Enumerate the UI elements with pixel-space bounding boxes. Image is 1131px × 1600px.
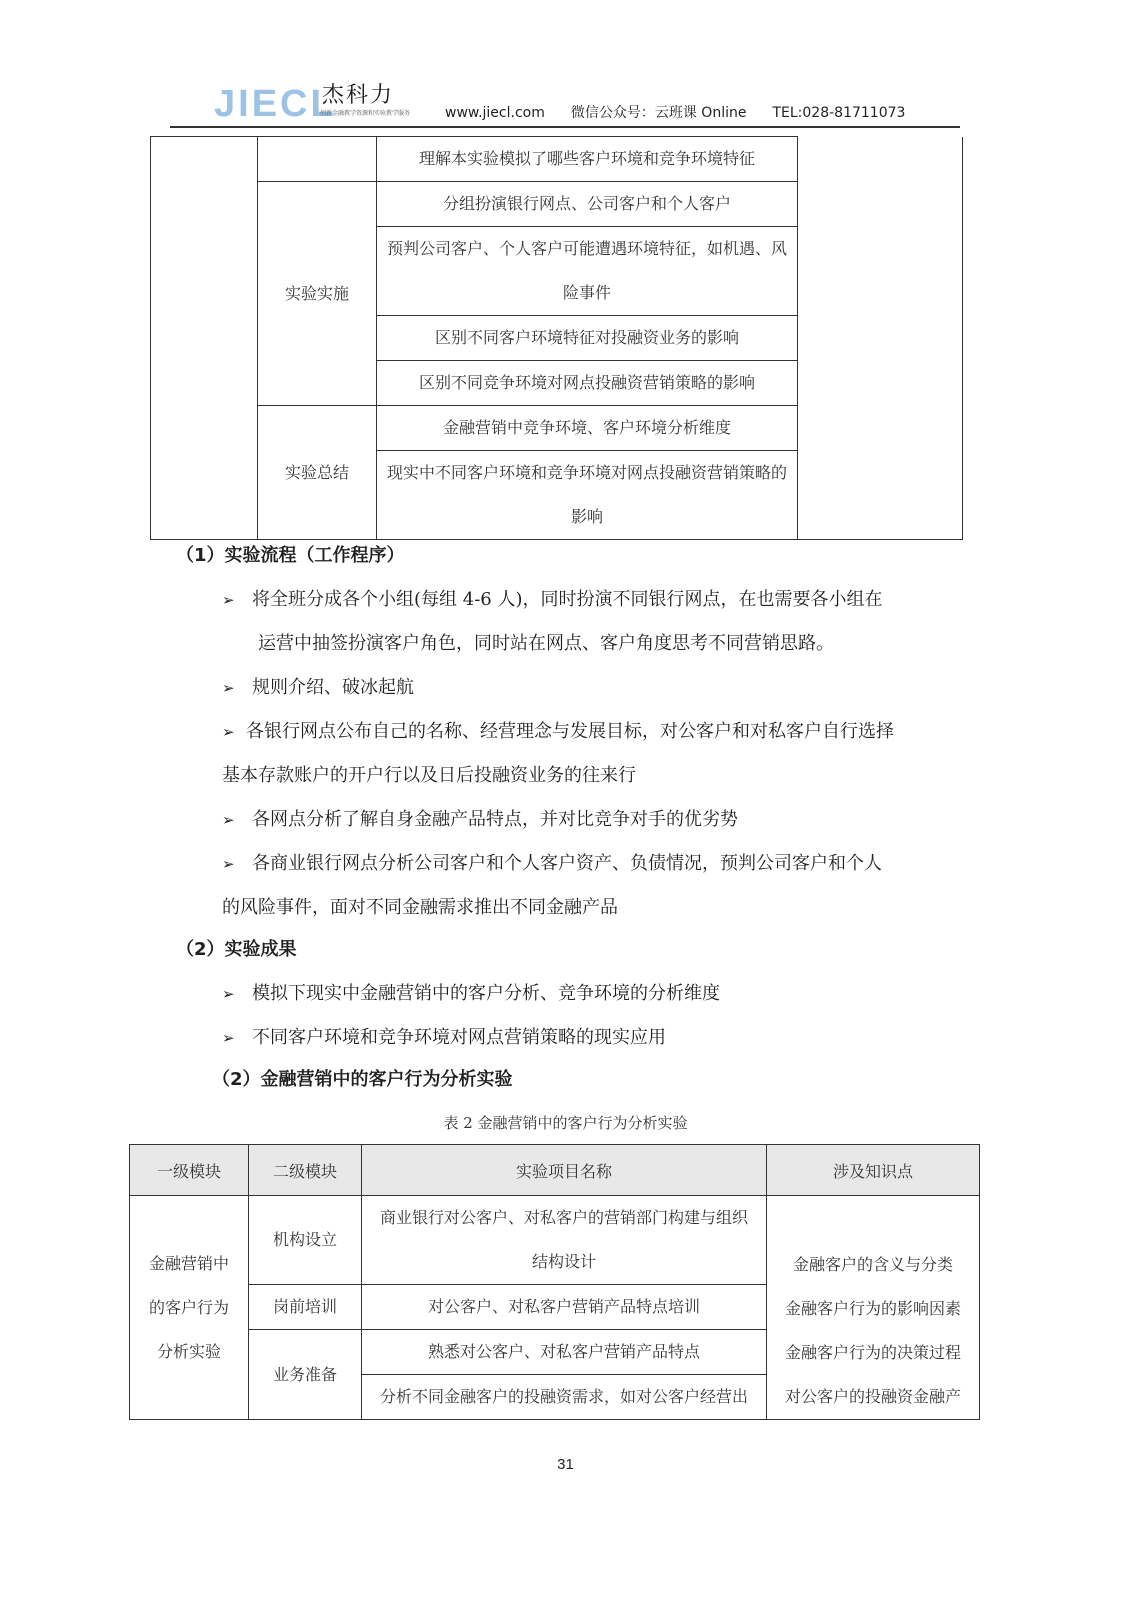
item-line: 结构设计 xyxy=(531,1252,596,1271)
bullet-arrow-icon: ➢ xyxy=(222,723,235,741)
list-item-text: 模拟下现实中金融营销中的客户分析、竞争环境的分析维度 xyxy=(252,983,720,1004)
table-cell-item: 区别不同竞争环境对网点投融资营销策略的影响 xyxy=(377,361,798,406)
table-cell-item: 预判公司客户、个人客户可能遭遇环境特征，如机遇、风险事件 xyxy=(377,227,798,316)
list-item-continuation: 基本存款账户的开户行以及日后投融资业务的往来行 xyxy=(222,765,636,786)
table-cell-item: 对公客户、对私客户营销产品特点培训 xyxy=(362,1285,767,1330)
table-row xyxy=(151,137,963,182)
list-item xyxy=(222,666,414,710)
table-cell-item: 理解本实验模拟了哪些客户环境和竞争环境特征 xyxy=(377,137,798,182)
knowledge-point: 对公客户的投融资金融产 xyxy=(784,1387,961,1406)
list-item-text: 各商业银行网点分析公司客户和个人客户资产、负债情况，预判公司客户和个人 xyxy=(252,853,882,874)
list-item xyxy=(222,842,882,886)
table-cell-item: 分组扮演银行网点、公司客户和个人客户 xyxy=(377,182,798,227)
list-item-text: 规则介绍、破冰起航 xyxy=(252,677,414,698)
table-cell-item: 现实中不同客户环境和竞争环境对网点投融资营销策略的影响 xyxy=(377,451,798,540)
experiment-table-2 xyxy=(129,1144,980,1420)
list-item xyxy=(222,798,738,842)
table-cell-submodule: 机构设立 xyxy=(249,1196,362,1285)
list-item-text: 不同客户环境和竞争环境对网点营销策略的现实应用 xyxy=(252,1027,666,1048)
table-cell-empty xyxy=(798,137,963,540)
column-header: 一级模块 xyxy=(130,1145,249,1196)
knowledge-point: 金融客户的含义与分类 xyxy=(792,1255,953,1274)
section-heading: （2）实验成果 xyxy=(176,939,297,960)
table-cell-submodule: 岗前培训 xyxy=(249,1285,362,1330)
bullet-arrow-icon: ➢ xyxy=(222,1029,235,1047)
column-header: 涉及知识点 xyxy=(767,1145,980,1196)
header-contact xyxy=(445,102,931,122)
list-item-continuation: 的风险事件，面对不同金融需求推出不同金融产品 xyxy=(222,897,618,918)
table-caption: 表 2 金融营销中的客户行为分析实验 xyxy=(443,1114,688,1132)
table-cell-empty xyxy=(258,137,377,182)
bullet-arrow-icon: ➢ xyxy=(222,985,235,1003)
list-item-text: 将全班分成各个小组(每组 4-6 人)，同时扮演不同银行网点，在也需要各小组在 xyxy=(252,589,883,610)
table-cell-item: 金融营销中竞争环境、客户环境分析维度 xyxy=(377,406,798,451)
column-header: 二级模块 xyxy=(249,1145,362,1196)
list-item-text: 各网点分析了解自身金融产品特点，并对比竞争对手的优劣势 xyxy=(252,809,738,830)
table-cell-module: 实验实施 xyxy=(258,182,377,406)
header-divider xyxy=(170,126,960,128)
logo: JIECL xyxy=(214,83,337,125)
module-line: 金融营销中 xyxy=(148,1253,229,1273)
table-cell-module: 实验总结 xyxy=(258,406,377,540)
bullet-arrow-icon: ➢ xyxy=(222,855,235,873)
list-item-continuation: 运营中抽签扮演客户角色，同时站在网点、客户角度思考不同营销思路。 xyxy=(258,633,834,654)
table-cell-item: 分析不同金融客户的投融资需求，如对公客户经营出 xyxy=(362,1375,767,1420)
knowledge-point: 金融客户行为的决策过程 xyxy=(784,1343,961,1362)
logo-chinese: 杰科力 xyxy=(322,83,395,108)
section-heading: （2）金融营销中的客户行为分析实验 xyxy=(212,1069,513,1090)
table-cell-item xyxy=(362,1196,767,1285)
column-header: 实验项目名称 xyxy=(362,1145,767,1196)
section-heading: （1）实验流程（工作程序） xyxy=(176,545,405,566)
experiment-table-continued xyxy=(150,136,963,540)
list-item-text: 各银行网点公布自己的名称、经营理念与发展目标，对公客户和对私客户自行选择 xyxy=(246,721,894,742)
header-tel: TEL:028-81711073 xyxy=(772,105,906,121)
knowledge-point: 金融客户行为的影响因素 xyxy=(784,1299,961,1318)
table-cell-knowledge xyxy=(767,1196,980,1420)
bullet-arrow-icon: ➢ xyxy=(222,591,235,609)
bullet-arrow-icon: ➢ xyxy=(222,811,235,829)
list-item xyxy=(222,578,882,622)
module-line: 分析实验 xyxy=(156,1341,221,1361)
page-header xyxy=(170,72,960,128)
list-item xyxy=(222,1016,666,1060)
module-line: 的客户行为 xyxy=(148,1297,229,1317)
table-cell-submodule: 业务准备 xyxy=(249,1330,362,1420)
item-line: 商业银行对公客户、对私客户的营销部门构建与组织 xyxy=(379,1208,748,1227)
table-row xyxy=(130,1196,980,1285)
table-cell-item: 区别不同客户环境特征对投融资业务的影响 xyxy=(377,316,798,361)
list-item xyxy=(222,972,720,1016)
header-wechat: 微信公众号：云班课 Online xyxy=(570,105,747,121)
table-cell-item: 熟悉对公客户、对私客户营销产品特点 xyxy=(362,1330,767,1375)
table-cell-module xyxy=(130,1196,249,1420)
table-header-row xyxy=(130,1145,980,1196)
bullet-arrow-icon: ➢ xyxy=(222,679,235,697)
logo-tagline: 创新金融教学资源和实验教学服务 xyxy=(320,110,411,117)
table-cell-empty xyxy=(151,137,258,540)
header-website: www.jiecl.com xyxy=(445,105,545,121)
page-number: 31 xyxy=(557,1456,574,1473)
list-item xyxy=(222,710,894,754)
